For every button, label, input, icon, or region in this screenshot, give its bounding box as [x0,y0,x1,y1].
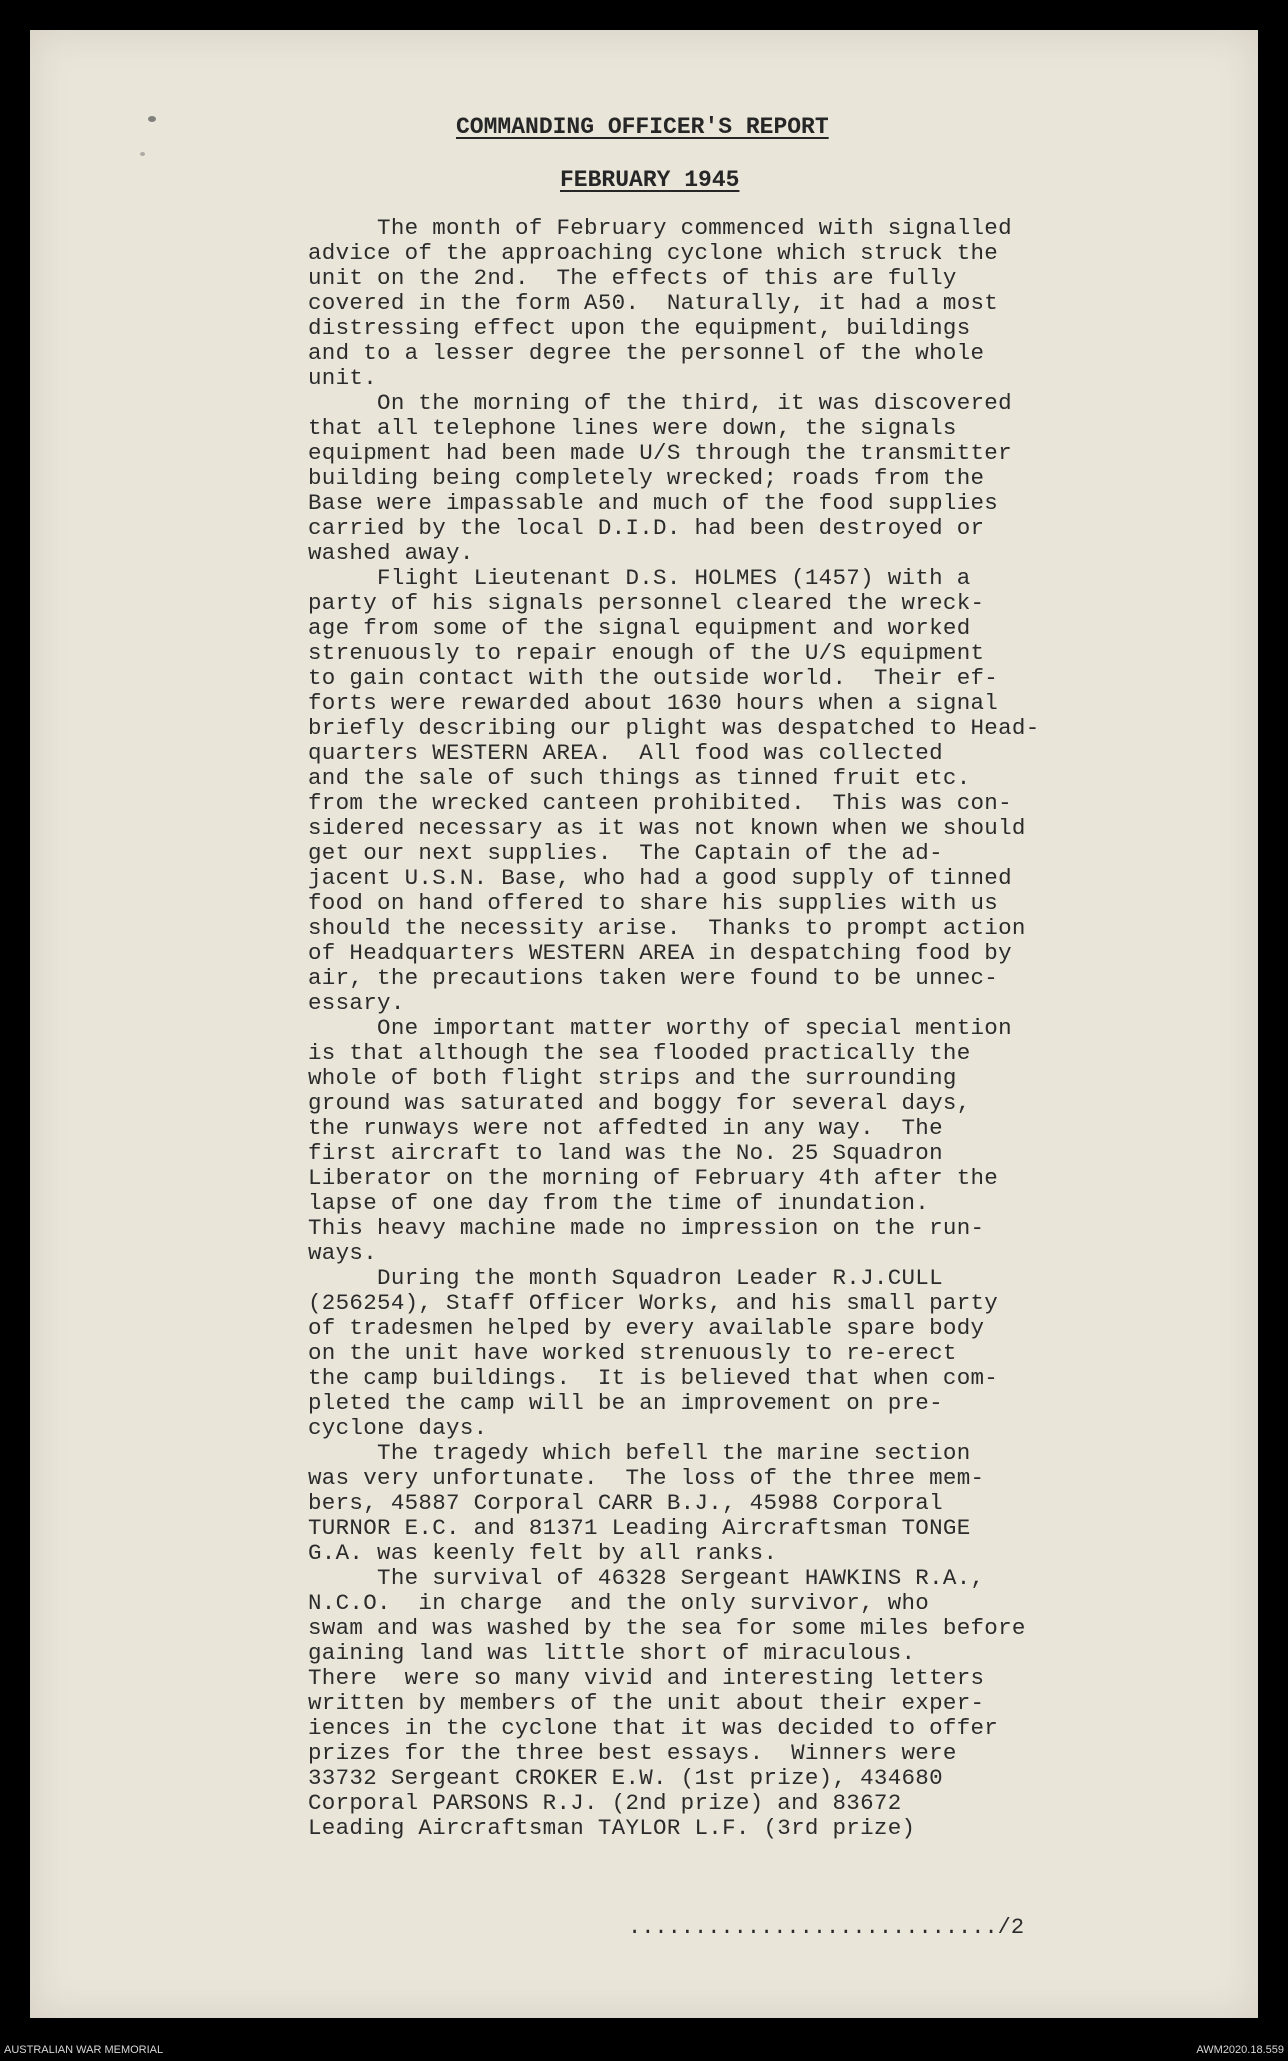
body-line: Base were impassable and much of the food supplies [308,490,999,516]
body-line: quarters WESTERN AREA. All food was collected [308,740,943,766]
body-line: forts were rewarded about 1630 hours when a signal [308,690,999,716]
body-line: The tragedy which befell the marine section [308,1440,971,1466]
body-line: ways. [308,1240,378,1266]
body-line: briefly describing our plight was despatched to Head- [308,715,1040,741]
body-line: the camp buildings. It is believed that when com- [308,1365,999,1391]
body-line: whole of both flight strips and the surrounding [308,1065,957,1091]
body-line: Liberator on the morning of February 4th after the [308,1165,999,1191]
body-line: washed away. [308,540,474,566]
body-line: food on hand offered to share his supplies with us [308,890,999,916]
body-line: Corporal PARSONS R.J. (2nd prize) and 83672 [308,1790,902,1816]
archive-reference: AWM2020.18.559 [1196,2044,1284,2056]
body-line: that all telephone lines were down, the signals [308,415,957,441]
body-line: covered in the form A50. Naturally, it had a most [308,290,999,316]
body-line: One important matter worthy of special mention [308,1015,1012,1041]
body-line: (256254), Staff Officer Works, and his small party [308,1290,999,1316]
body-line: equipment had been made U/S through the transmitter [308,440,1012,466]
body-line: This heavy machine made no impression on the run- [308,1215,985,1241]
document-page [30,30,1258,2018]
report-title: COMMANDING OFFICER'S REPORT [456,114,829,140]
body-line: get our next supplies. The Captain of the ad- [308,840,943,866]
archive-source: AUSTRALIAN WAR MEMORIAL [4,2044,164,2056]
paper-blemish [140,152,145,156]
body-line: On the morning of the third, it was discovered [308,390,1012,416]
body-line: first aircraft to land was the No. 25 Squadron [308,1140,943,1166]
body-line: iences in the cyclone that it was decided to offer [308,1715,999,1741]
body-line: on the unit have worked strenuously to re-erect [308,1340,957,1366]
body-line: The survival of 46328 Sergeant HAWKINS R.A., [308,1565,985,1591]
body-line: gaining land was little short of miraculous. [308,1640,916,1666]
body-line: Flight Lieutenant D.S. HOLMES (1457) with a [308,565,971,591]
body-line: building being completely wrecked; roads from the [308,465,985,491]
body-line: written by members of the unit about their exper- [308,1690,985,1716]
body-line: essary. [308,990,405,1016]
body-line: There were so many vivid and interesting letters [308,1665,985,1691]
body-line: lapse of one day from the time of inundation. [308,1190,930,1216]
paper-blemish [148,116,156,122]
body-line: bers, 45887 Corporal CARR B.J., 45988 Corporal [308,1490,943,1516]
body-line: from the wrecked canteen prohibited. This was con- [308,790,1012,816]
body-line: and the sale of such things as tinned fruit etc. [308,765,971,791]
body-line: air, the precautions taken were found to be unnec- [308,965,999,991]
body-line: party of his signals personnel cleared the wreck- [308,590,985,616]
body-line: sidered necessary as it was not known when we should [308,815,1026,841]
body-line: ground was saturated and boggy for several days, [308,1090,971,1116]
body-line: of Headquarters WESTERN AREA in despatching food by [308,940,1012,966]
body-line: The month of February commenced with signalled [308,215,1012,241]
body-line: was very unfortunate. The loss of the three mem- [308,1465,985,1491]
page-continuation: ............................/2 [628,1915,1025,1940]
body-line: jacent U.S.N. Base, who had a good supply of tinned [308,865,1012,891]
body-line: is that although the sea flooded practically the [308,1040,971,1066]
body-line: of tradesmen helped by every available spare body [308,1315,985,1341]
body-line: G.A. was keenly felt by all ranks. [308,1540,778,1566]
body-line: swam and was washed by the sea for some miles before [308,1615,1026,1641]
body-line: prizes for the three best essays. Winners were [308,1740,957,1766]
body-line: cyclone days. [308,1415,488,1441]
report-body [308,216,1128,1841]
body-line: carried by the local D.I.D. had been destroyed or [308,515,985,541]
body-line: to gain contact with the outside world. Their ef- [308,665,999,691]
body-line: 33732 Sergeant CROKER E.W. (1st prize), 434680 [308,1765,943,1791]
body-line: N.C.O. in charge and the only survivor, who [308,1590,930,1616]
body-line: During the month Squadron Leader R.J.CULL [308,1265,943,1291]
body-line: distressing effect upon the equipment, buildings [308,315,971,341]
body-line: the runways were not affedted in any way. The [308,1115,943,1141]
body-line: advice of the approaching cyclone which struck the [308,240,999,266]
body-line: strenuously to repair enough of the U/S equipment [308,640,985,666]
body-line: unit on the 2nd. The effects of this are fully [308,265,957,291]
body-line: unit. [308,365,378,391]
body-line: and to a lesser degree the personnel of the whole [308,340,985,366]
body-line: Leading Aircraftsman TAYLOR L.F. (3rd prize) [308,1815,916,1841]
body-line: pleted the camp will be an improvement on pre- [308,1390,943,1416]
body-line: should the necessity arise. Thanks to prompt action [308,915,1026,941]
body-line: age from some of the signal equipment and worked [308,615,971,641]
report-date: FEBRUARY 1945 [560,167,740,193]
body-line: TURNOR E.C. and 81371 Leading Aircraftsman TONGE [308,1515,971,1541]
